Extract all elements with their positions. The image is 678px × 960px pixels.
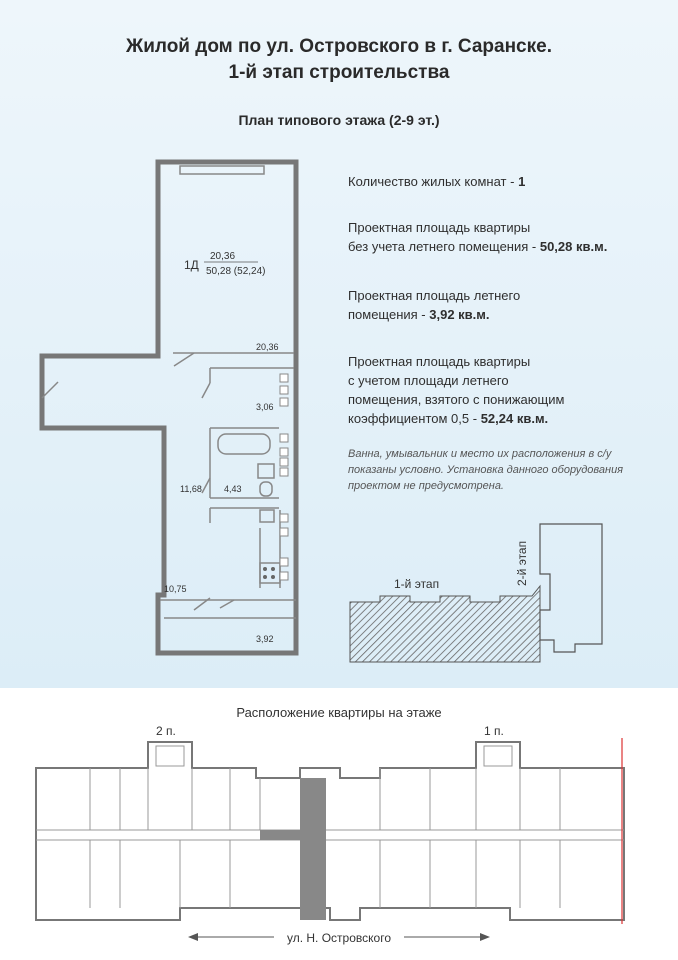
kitchen-area: 10,75 (164, 584, 187, 594)
street-label: ул. Н. Островского (286, 931, 391, 945)
apt-code: 1Д (184, 258, 199, 272)
summer-area-value: 3,92 кв.м. (429, 307, 490, 322)
plan-subtitle: План типового этажа (2-9 эт.) (238, 112, 440, 128)
room-area: 20,36 (256, 342, 279, 352)
floor-plan (30, 738, 650, 924)
floor-caption: Расположение квартиры на этаже (236, 705, 442, 720)
hall-area: 3,06 (256, 402, 274, 412)
entrance-1-label: 1 п. (484, 724, 504, 738)
stage1-label: 1-й этап (394, 577, 440, 591)
apt-total-area: 50,28 (52,24) (206, 266, 266, 277)
entrance-2-label: 2 п. (156, 724, 176, 738)
stage2-building (540, 524, 602, 652)
area-without-summer-value: 50,28 кв.м. (539, 239, 608, 254)
bath-area: 4,43 (224, 484, 242, 494)
area-without-summer: Проектная площадь квартиры без учета летнего помещения - 50,28 кв.м. (348, 220, 608, 254)
area-with-summer-value: 52,24 кв.м. (480, 411, 549, 426)
page-title-line2: 1-й этап строительства (228, 62, 450, 83)
stage2-label: 2-й этап (515, 540, 529, 586)
rooms-count: 1 (518, 174, 526, 189)
apt-living-area: 20,36 (210, 251, 236, 262)
page-title: Жилой дом по ул. Островского в г. Саранске. (126, 36, 552, 57)
balcony-area: 3,92 (256, 634, 274, 644)
area-with-summer: Проектная площадь квартиры с учетом площади летнего помещения, взятого с понижающим коэффициентом 0,5 - 52,24 кв.м. (348, 354, 565, 426)
site-plan (340, 514, 620, 666)
equipment-note: Ванна, умывальник и место их расположения в с/у показаны условно. Установка данного оборудования проектом не предусмотрена. (348, 448, 624, 492)
rooms-info: Количество жилых комнат - 1 (348, 174, 526, 189)
summer-area: Проектная площадь летнего помещения - 3,92 кв.м. (348, 288, 521, 322)
apartment-plan (34, 158, 302, 660)
selected-apartment (300, 778, 326, 920)
corridor-area: 11,68 (180, 484, 202, 494)
stage1-building (350, 586, 540, 662)
